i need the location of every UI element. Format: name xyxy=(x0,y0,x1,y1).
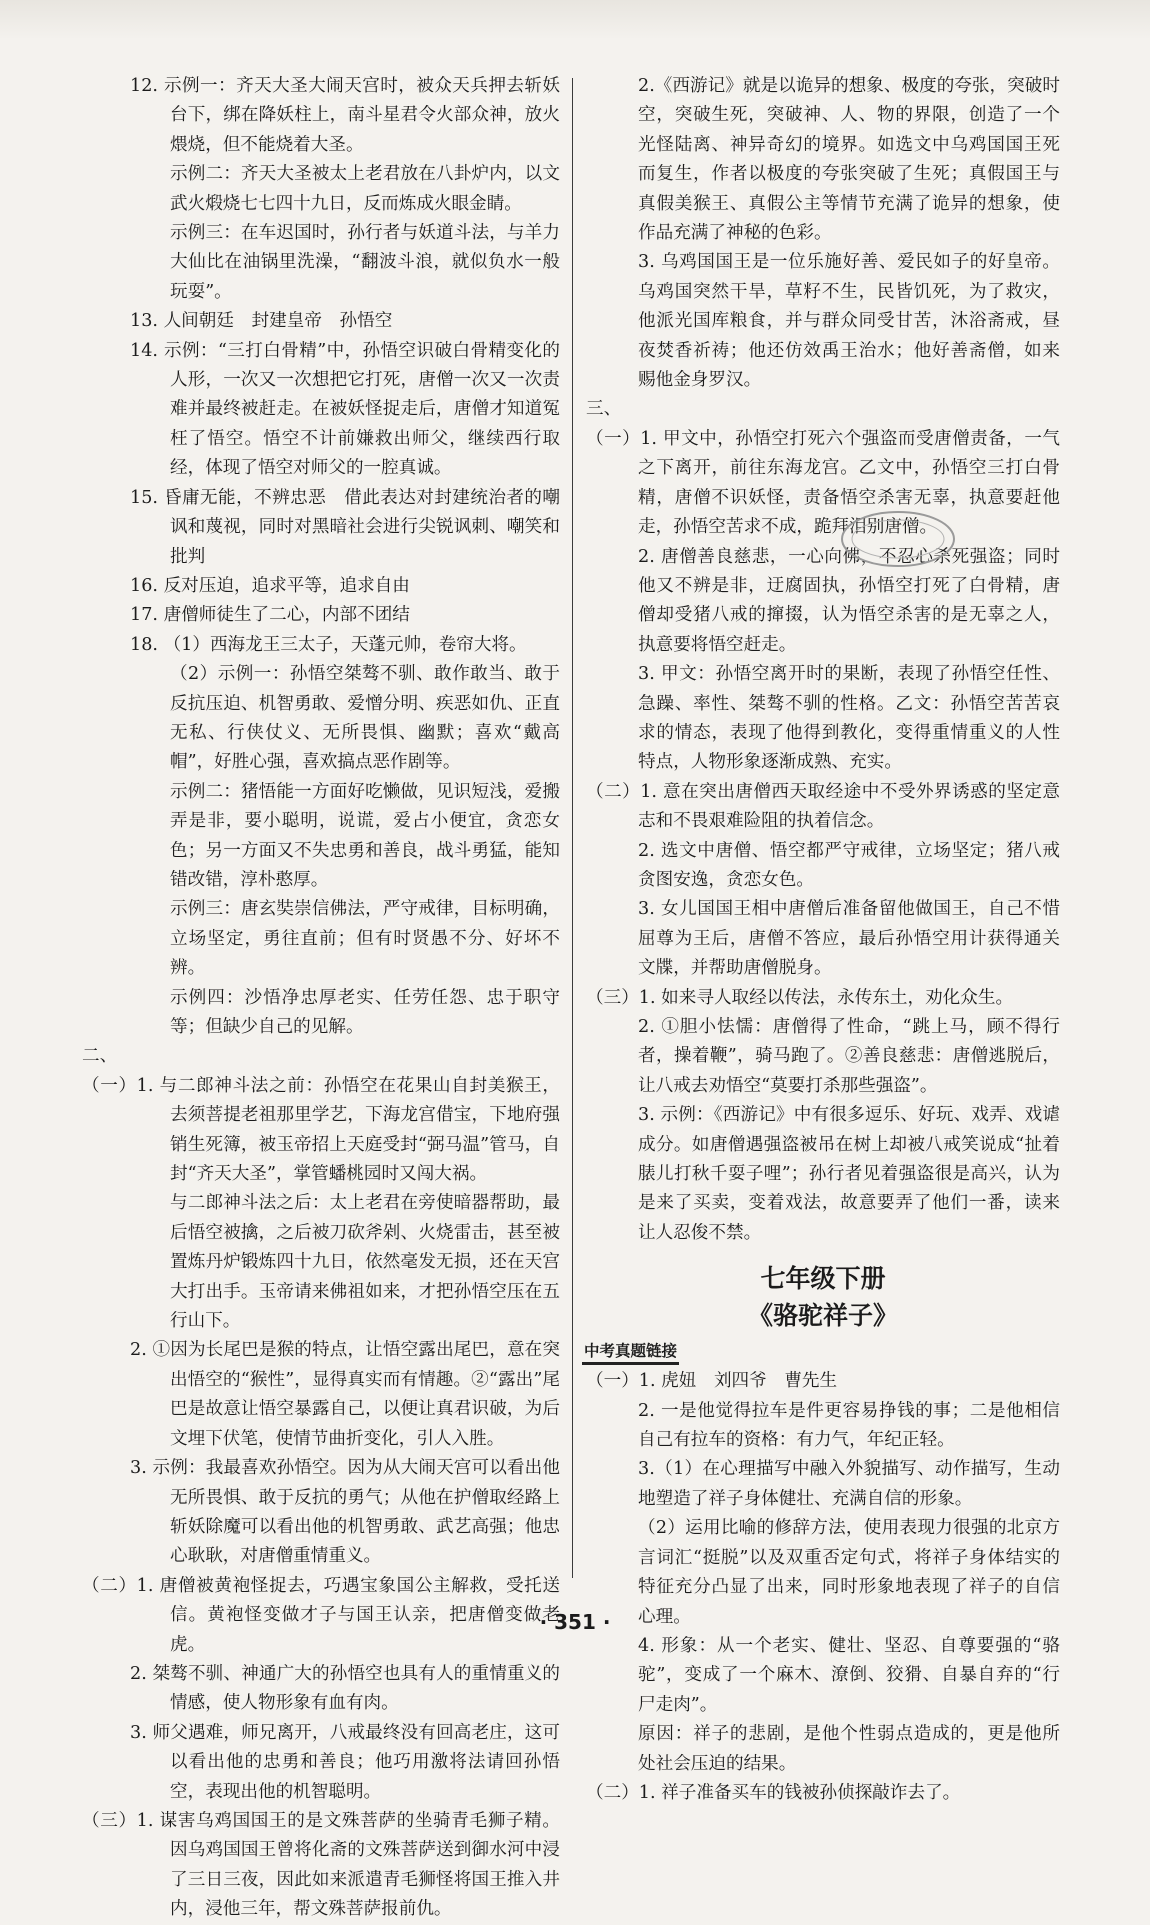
answer-item: 3. 示例：我最喜欢孙悟空。因为从大闹天宫可以看出他无所畏惧、敢于反抗的勇气；从他在护僧取经路上斩妖除魔可以看出他的机智勇敢、武艺高强；他忠心耿耿，对唐僧重情重义。 xyxy=(130,1458,560,1567)
answer-item: 15. 昏庸无能，不辨忠恶 借此表达对封建统治者的嘲讽和蔑视，同时对黑暗社会进行尖锐讽刺、嘲笑和批判 xyxy=(130,487,560,567)
answer-item: 示例三：在车迟国时，孙行者与妖道斗法，与羊力大仙比在油锅里洗澡，“翻波斗浪，就似负水一般玩耍”。 xyxy=(170,223,560,302)
page-number: · 351 · xyxy=(539,1610,611,1634)
answer-item: 示例四：沙悟净忠厚老实、任劳任怨、忠于职守等；但缺少自己的见解。 xyxy=(170,987,560,1037)
answer-item: （二）1. 祥子准备买车的钱被孙侦探敲诈去了。 xyxy=(586,1782,961,1803)
answer-item: （一）1. 虎妞 刘四爷 曹先生 xyxy=(586,1371,838,1392)
answer-item: 4. 形象：从一个老实、健壮、坚忍、自尊要强的“骆驼”，变成了一个麻木、潦倒、狡猾、自暴自弃的“行尸走肉”。 xyxy=(638,1635,1060,1715)
stamp-seal-icon xyxy=(838,508,958,570)
answer-item: 3. 示例：《西游记》中有很多逗乐、好玩、戏弄、戏谑成分。如唐僧遇强盗被吊在树上却被八戒笑说成“扯着脿儿打秋千耍子哩”；孙行者见着强盗很是高兴，认为是来了买卖，变着戏法，故意要弄了他们一番，读来让人忍俊不禁。 xyxy=(638,1105,1060,1243)
right-column xyxy=(586,72,1060,1808)
answer-item: （二）1. 唐僧被黄袍怪捉去，巧遇宝象国公主解救，受托送信。黄袍怪变做才子与国王认亲，把唐僧变做老虎。 xyxy=(82,1575,560,1655)
answer-item: （一）1. 与二郎神斗法之前：孙悟空在花果山自封美猴王，去须菩提老祖那里学艺，下海龙宫借宝，下地府强销生死簿，被玉帝招上天庭受封“弼马温”管马，自封“齐天大圣”，掌管蟠桃园时又闯大祸。 xyxy=(82,1075,560,1185)
answer-item: 14. 示例：“三打白骨精”中，孙悟空识破白骨精变化的人形，一次又一次想把它打死，唐僧一次又一次责难并最终被赶走。在被妖怪捉走后，唐僧才知道冤枉了悟空。悟空不计前嫌救出师父，继续西行取经，体现了悟空对师父的一腔真诚。 xyxy=(130,340,560,479)
answer-item: （二）1. 意在突出唐僧西天取经途中不受外界诱惑的坚定意志和不畏艰难险阻的执着信念。 xyxy=(586,781,1060,832)
answer-item: （2）运用比喻的修辞方法，使用表现力很强的北京方言词汇“挺脱”以及双重否定句式，将祥子身体结实的特征充分凸显了出来，同时形象地表现了祥子的自信心理。 xyxy=(638,1518,1060,1627)
answer-item: 2. 唐僧善良慈悲，一心向佛，不忍心杀死强盗；同时他又不辨是非，迂腐固执，孙悟空打死了白骨精，唐僧却受猪八戒的撺掇，认为悟空杀害的是无辜之人，执意要将悟空赶走。 xyxy=(638,546,1060,655)
answer-item: （三）1. 谋害乌鸡国国王的是文殊菩萨的坐骑青毛狮子精。因乌鸡国国王曾将化斋的文殊菩萨送到御水河中浸了三日三夜，因此如来派遣青毛狮怪将国王推入井内，浸他三年，帮文殊菩萨报前仇。 xyxy=(82,1810,560,1920)
answer-item: 13. 人间朝廷 封建皇帝 孙悟空 xyxy=(130,311,393,332)
book-title: 《骆驼祥子》 xyxy=(747,1301,898,1331)
answer-item: 示例二：齐天大圣被太上老君放在八卦炉内，以文武火煅烧七七四十九日，反而炼成火眼金睛。 xyxy=(170,164,560,214)
answer-item: 18. （1）西海龙王三太子，天蓬元帅，卷帘大将。 xyxy=(130,634,527,655)
answer-item: 二、 xyxy=(82,1046,118,1067)
answer-item: 2. ①因为长尾巴是猴的特点，让悟空露出尾巴，意在突出悟空的“猴性”，显得真实而有情趣。②“露出”尾巴是故意让悟空暴露自己，以便让真君识破，为后文埋下伏笔，使情节曲折变化，引人入胜。 xyxy=(130,1340,560,1449)
column-divider xyxy=(572,78,573,1578)
answer-item: 3. 师父遇难，师兄离开，八戒最终没有回高老庄，这可以看出他的忠勇和善良；他巧用激将法请回孙悟空，表现出他的机智聪明。 xyxy=(130,1722,560,1802)
answer-item: 2. ①胆小怯懦：唐僧得了性命，“跳上马，顾不得行者，操着鞭”，骑马跑了。②善良慈悲：唐僧逃脱后，让八戒去劝悟空“莫要打杀那些强盗”。 xyxy=(638,1017,1060,1096)
answer-item: 3. 甲文：孙悟空离开时的果断，表现了孙悟空任性、急躁、率性、桀骜不驯的性格。乙文：孙悟空苦苦哀求的情态，表现了他得到教化，变得重情重义的人性特点，人物形象逐渐成熟、充实。 xyxy=(638,664,1060,773)
answer-item: 3. 女儿国国王相中唐僧后准备留他做国王，自己不惜屈尊为王后，唐僧不答应，最后孙悟空用计获得通关文牒，并帮助唐僧脱身。 xyxy=(638,899,1060,979)
answer-item: 12. 示例一：齐天大圣大闹天宫时，被众天兵押去斩妖台下，绑在降妖柱上，南斗星君令火部众神，放火煨烧，但不能烧着大圣。 xyxy=(130,76,560,155)
answer-item: 三、 xyxy=(586,399,622,420)
answer-item: 2. 桀骜不驯、神通广大的孙悟空也具有人的重情重义的情感，使人物形象有血有肉。 xyxy=(130,1663,560,1714)
answer-item: （一）1. 甲文中，孙悟空打死六个强盗而受唐僧责备，一气之下离开，前往东海龙宫。乙文中，孙悟空三打白骨精，唐僧不识妖怪，责备悟空杀害无辜，执意要赶他走，孙悟空苦求不成，跪拜泪别唐僧。 xyxy=(586,428,1060,538)
left-column xyxy=(82,72,560,1925)
answer-item: 3.（1）在心理描写中融入外貌描写、动作描写，生动地塑造了祥子身体健壮、充满自信的形象。 xyxy=(638,1459,1060,1509)
answer-item: （2）示例一：孙悟空桀骜不驯、敢作敢当、敢于反抗压迫、机智勇敢、爱憎分明、疾恶如仇、正直无私、行侠仗义、无所畏惧、幽默；喜欢“戴高帽”，好胜心强，喜欢搞点恶作剧等。 xyxy=(170,664,560,773)
answer-item: 17. 唐僧师徒生了二心，内部不团结 xyxy=(130,605,410,626)
answer-item: （三）1. 如来寻人取经以传法，永传东土，劝化众生。 xyxy=(586,987,1014,1008)
exam-link-badge: 中考真题链接 xyxy=(582,1340,679,1365)
answer-item: 16. 反对压迫，追求平等，追求自由 xyxy=(130,575,410,596)
answer-item: 示例二：猪悟能一方面好吃懒做，见识短浅，爱搬弄是非，要小聪明，说谎，爱占小便宜，贪恋女色；另一方面又不失忠勇和善良，战斗勇猛，能知错改错，淳朴憨厚。 xyxy=(170,781,560,890)
answer-item: 原因：祥子的悲剧，是他个性弱点造成的，更是他所处社会压迫的结果。 xyxy=(638,1724,1060,1774)
answer-item: 2. 一是他觉得拉车是件更容易挣钱的事；二是他相信自己有拉车的资格：有力气，年纪正轻。 xyxy=(638,1400,1060,1451)
answer-item: 示例三：唐玄奘崇信佛法，严守戒律，目标明确，立场坚定，勇往直前；但有时贤愚不分、好坏不辨。 xyxy=(170,899,560,979)
top-scan-shadow xyxy=(0,0,1150,40)
answer-item: 与二郎神斗法之后：太上老君在旁使暗器帮助，最后悟空被擒，之后被刀砍斧剁、火烧雷击，甚至被置炼丹炉锻炼四十九日，依然毫发无损，还在天宫大打出手。玉帝请来佛祖如来，才把孙悟空压在五行山下。 xyxy=(170,1193,560,1332)
answer-item: 3. 乌鸡国国王是一位乐施好善、爱民如子的好皇帝。乌鸡国突然干旱，草籽不生，民皆饥死，为了救灾，他派光国库粮食，并与群众同受甘苦，沐浴斋戒，昼夜焚香祈祷；他还仿效禹王治水；他好善斋僧，如来赐他金身罗汉。 xyxy=(638,252,1060,391)
answer-item: 2. 选文中唐僧、悟空都严守戒律，立场坚定；猪八戒贪图安逸，贪恋女色。 xyxy=(638,840,1060,890)
grade-title: 七年级下册 xyxy=(760,1264,886,1294)
answer-item: 2.《西游记》就是以诡异的想象、极度的夸张，突破时空，突破生死，突破神、人、物的界限，创造了一个光怪陆离、神异奇幻的境界。如选文中乌鸡国国王死而复生，作者以极度的夸张突破了生死；真假国王与真假美猴王、真假公主等情节充满了诡异的想象，使作品充满了神秘的色彩。 xyxy=(638,76,1060,244)
